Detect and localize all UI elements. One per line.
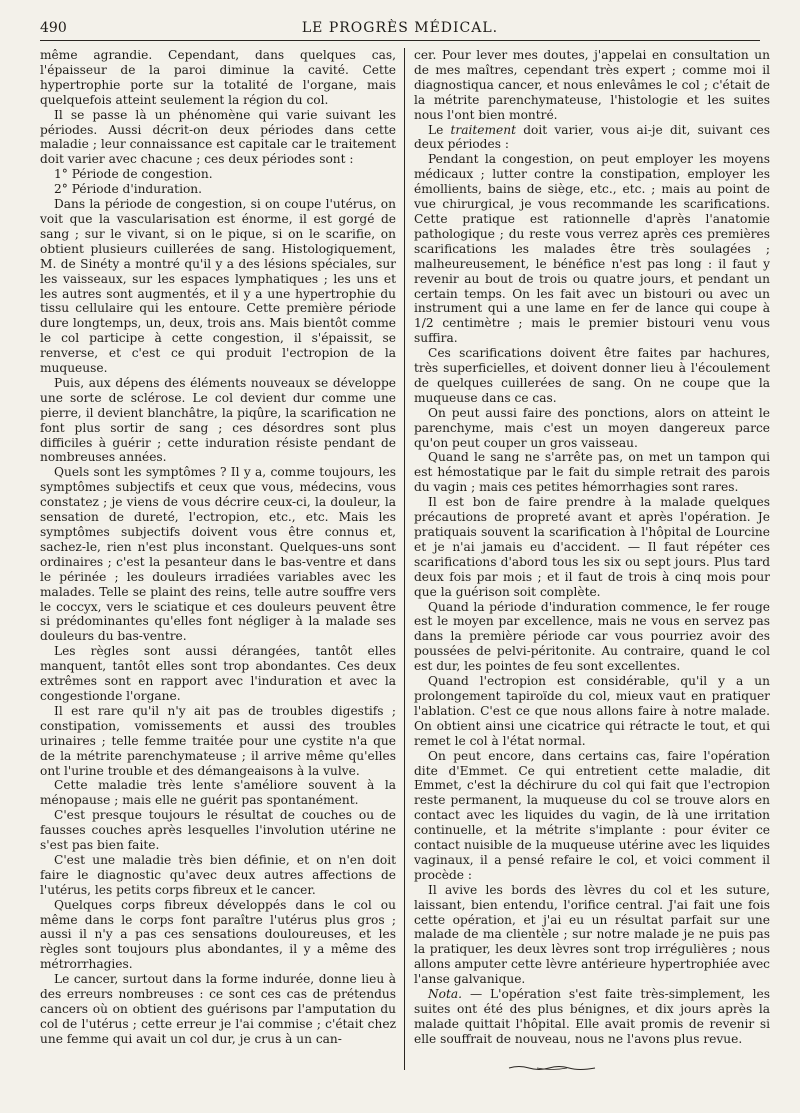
column-divider [404,48,405,1070]
paragraph: On peut aussi faire des ponctions, alors on atteint le parenchyme, mais c'est un moyen dangereux parce qu'on peut couper un gros vaisseau. [414,405,770,450]
journal-title: LE PROGRÈS MÉDICAL. [301,20,499,36]
list-item: 2° Période d'induration. [54,182,203,197]
paragraph: même agrandie. Cependant, dans quelques cas, l'épaisseur de la paroi diminue la cavité. Cette hypertrophie porte sur la totalité de l'organe, mais quelquefois atteint seulement la région du col. [40,48,396,107]
running-header [40,18,760,41]
paragraph: Le traitement doit varier, vous ai-je dit, suivant ces deux périodes : [414,122,770,152]
list-item: 1° Période de congestion. [54,167,213,182]
section-end-ornament [507,1064,597,1072]
paragraph: Quels sont les symptômes ? Il y a, comme toujours, les symptômes subjectifs et ceux que vous, médecins, vous constatez ; je viens de vous décrire ceux-ci, la douleur, la sensation de dureté, l'ectropion, etc., etc. Mais les symptômes subjectifs doivent vous être connus et, sachez-le, rien n'est plus inconstant. Quelques-uns sont ordinaires ; c'est la pesanteur dans le bas-ventre et dans le périnée ; les douleurs irradiées variables avec les malades. Telle se plaint des reins, telle autre souffre vers le coccyx, vers le sciatique et ces douleurs peuvent être si prédominantes qu'elles font négliger à la malade ses douleurs du bas-ventre. [40,465,396,644]
paragraph: cer. Pour lever mes doutes, j'appelai en consultation un de mes maîtres, cependant très expert ; comme moi il diagnostiqua cancer, et nous enlevâmes le col ; c'était de la métrite parenchymateuse, l'histologie et les suites nous l'ont bien montré. [414,48,770,122]
paragraph: Il est rare qu'il n'y ait pas de troubles digestifs ; constipation, vomissements et aussi des troubles urinaires ; telle femme traitée pour une cystite n'a que de la métrite parenchymateuse ; il arrive même qu'elles ont l'urine trouble et des démangeaisons à la vulve. [40,703,396,778]
paragraph: Cette maladie très lente s'améliore souvent à la ménopause ; mais elle ne guérit pas spontanément. [40,778,396,808]
paragraph: Quand l'ectropion est considérable, qu'il y a un prolongement tapiroïde du col, mieux vaut en pratiquer l'ablation. C'est ce que nous allons faire à notre malade. On obtient ainsi une cicatrice qui rétracte le tout, et qui remet le col à l'état normal. [414,674,770,748]
paragraph: Les règles sont aussi dérangées, tantôt elles manquent, tantôt elles sont trop abondantes. Ces deux extrêmes sont en rapport avec l'induration et avec la congestionde l'organe. [40,644,396,703]
paragraph: Quand le sang ne s'arrête pas, on met un tampon qui est hémostatique par le fait du simple retrait des parois du vagin ; mais ces petites hémorrhagies sont rares. [414,450,770,495]
paragraph: Pendant la congestion, on peut employer les moyens médicaux ; lutter contre la constipation, employer les émollients, bains de siège, etc., etc. ; mais au point de vue chirurgical, je vous recommande les scarifications. Cette pratique est rationnelle d'après l'anatomie pathologique ; du reste vous verrez après ces premières scarifications les malades être très soulagées ; malheureusement, le bénéfice n'est pas long : il faut y revenir au bout de trois ou quatre jours, et pendant un certain temps. On les fait avec un bistouri ou avec un instrument qui a une lame en fer de lance qui coupe à 1/2 centimètre ; mais le premier bistouri venu vous suffira. [414,152,770,346]
paragraph: Dans la période de congestion, si on coupe l'utérus, on voit que la vascularisation est énorme, il est gorgé de sang ; sur le vivant, si on le pique, si on le scarifie, on obtient plusieurs cuillerées de sang. Histologiquement, M. de Sinéty a montré qu'il y a des lésions spéciales, sur les vaisseaux, sur les espaces lymphatiques ; les uns et les autres sont augmentés, et il y a une hypertrophie du tissu cellulaire qui les entoure. Cette première période dure longtemps, un, deux, trois ans. Mais bientôt comme le col participe à cette congestion, il s'épaissit, se renverse, et c'est ce qui produit l'ectropion de la muqueuse. [40,197,396,376]
paragraph: Il est bon de faire prendre à la malade quelques précautions de propreté avant et après l'opération. Je pratiquais souvent la scarification à l'hôpital de Lourcine et je n'ai jamais eu d'accident. — Il faut répéter ces scarifications d'abord tous les six ou sept jours. Plus tard deux fois par mois ; et il faut de trois à cinq mois pour que la guérison soit complète. [414,495,770,599]
paragraph: C'est presque toujours le résultat de couches ou de fausses couches après lesquelles l'involution utérine ne s'est pas bien faite. [40,808,396,853]
right-column [414,48,770,1047]
paragraph: Ces scarifications doivent être faites par hachures, très superficielles, et doivent donner lieu à l'écoulement de quelques cuillerées de sang. On ne coupe que la muqueuse dans ce cas. [414,346,770,405]
paragraph: Il avive les bords des lèvres du col et les suture, laissant, bien entendu, l'orifice central. J'ai fait une fois cette opération, et j'ai eu un résultat parfait sur une malade de ma clientèle ; sur notre malade je ne puis pas la pratiquer, les deux lèvres sont trop irrégulières ; nous allons amputer cette lèvre antérieure hypertrophiée avec l'anse galvanique. [414,882,770,987]
paragraph: Quelques corps fibreux développés dans le col ou même dans le corps font paraître l'utérus plus gros ; aussi il n'y a pas ces sensations douloureuses, et les règles sont toujours plus abondantes, il y a même des métrorrhagies. [40,897,396,972]
paragraph: Le cancer, surtout dans la forme indurée, donne lieu à des erreurs nombreuses : ce sont ces cas de prétendus cancers où on obtient des guérisons par l'amputation du col de l'utérus ; cette erreur je l'ai commise ; c'était chez une femme qui avait un col dur, je crus à un can- [40,972,396,1046]
paragraph: On peut encore, dans certains cas, faire l'opération dite d'Emmet. Ce qui entretient cette maladie, dit Emmet, c'est la déchirure du col qui fait que l'ectropion reste permanent, la muqueuse du col se trouve alors en contact avec les liquides du vagin, de là une irritation continuelle, et la métrite s'implante : pour éviter ce contact nuisible de la muqueuse utérine avec les liquides vaginaux, il a pensé refaire le col, et voici comment il procède : [414,748,770,882]
italic-term: traitement [450,122,517,137]
paragraph: C'est une maladie très bien définie, et on n'en doit faire le diagnostic qu'avec deux autres affections de l'utérus, les petits corps fibreux et le cancer. [40,852,396,897]
page-number: 490 [40,20,67,36]
paragraph: Quand la période d'induration commence, le fer rouge est le moyen par excellence, mais ne vous en servez pas dans la première période car vous pourriez avoir des poussées de pelvi-péritonite. Au contraire, quand le col est dur, les pointes de feu sont excellentes. [414,599,770,674]
paragraph: Puis, aux dépens des éléments nouveaux se développe une sorte de sclérose. Le col devient dur comme une pierre, il devient blanchâtre, la piqûre, la scarification ne font plus sortir de sang ; ces désordres sont plus difficiles à guérir ; cette induration résiste pendant de nombreuses années. [40,375,396,465]
italic-term: Nota. [428,987,463,1002]
paragraph: Nota. — L'opération s'est faite très-simplement, les suites ont été des plus bénignes, et dix jours après la malade quittait l'hôpital. Elle avait promis de revenir si elle souffrait de nouveau, nous ne l'avons plus revue. [414,987,770,1046]
paragraph: Il se passe là un phénomène qui varie suivant les périodes. Aussi décrit-on deux périodes dans cette maladie ; leur connaissance est capitale car le traitement doit varier avec chacune ; ces deux périodes sont : [40,107,396,167]
left-column [40,48,396,1047]
